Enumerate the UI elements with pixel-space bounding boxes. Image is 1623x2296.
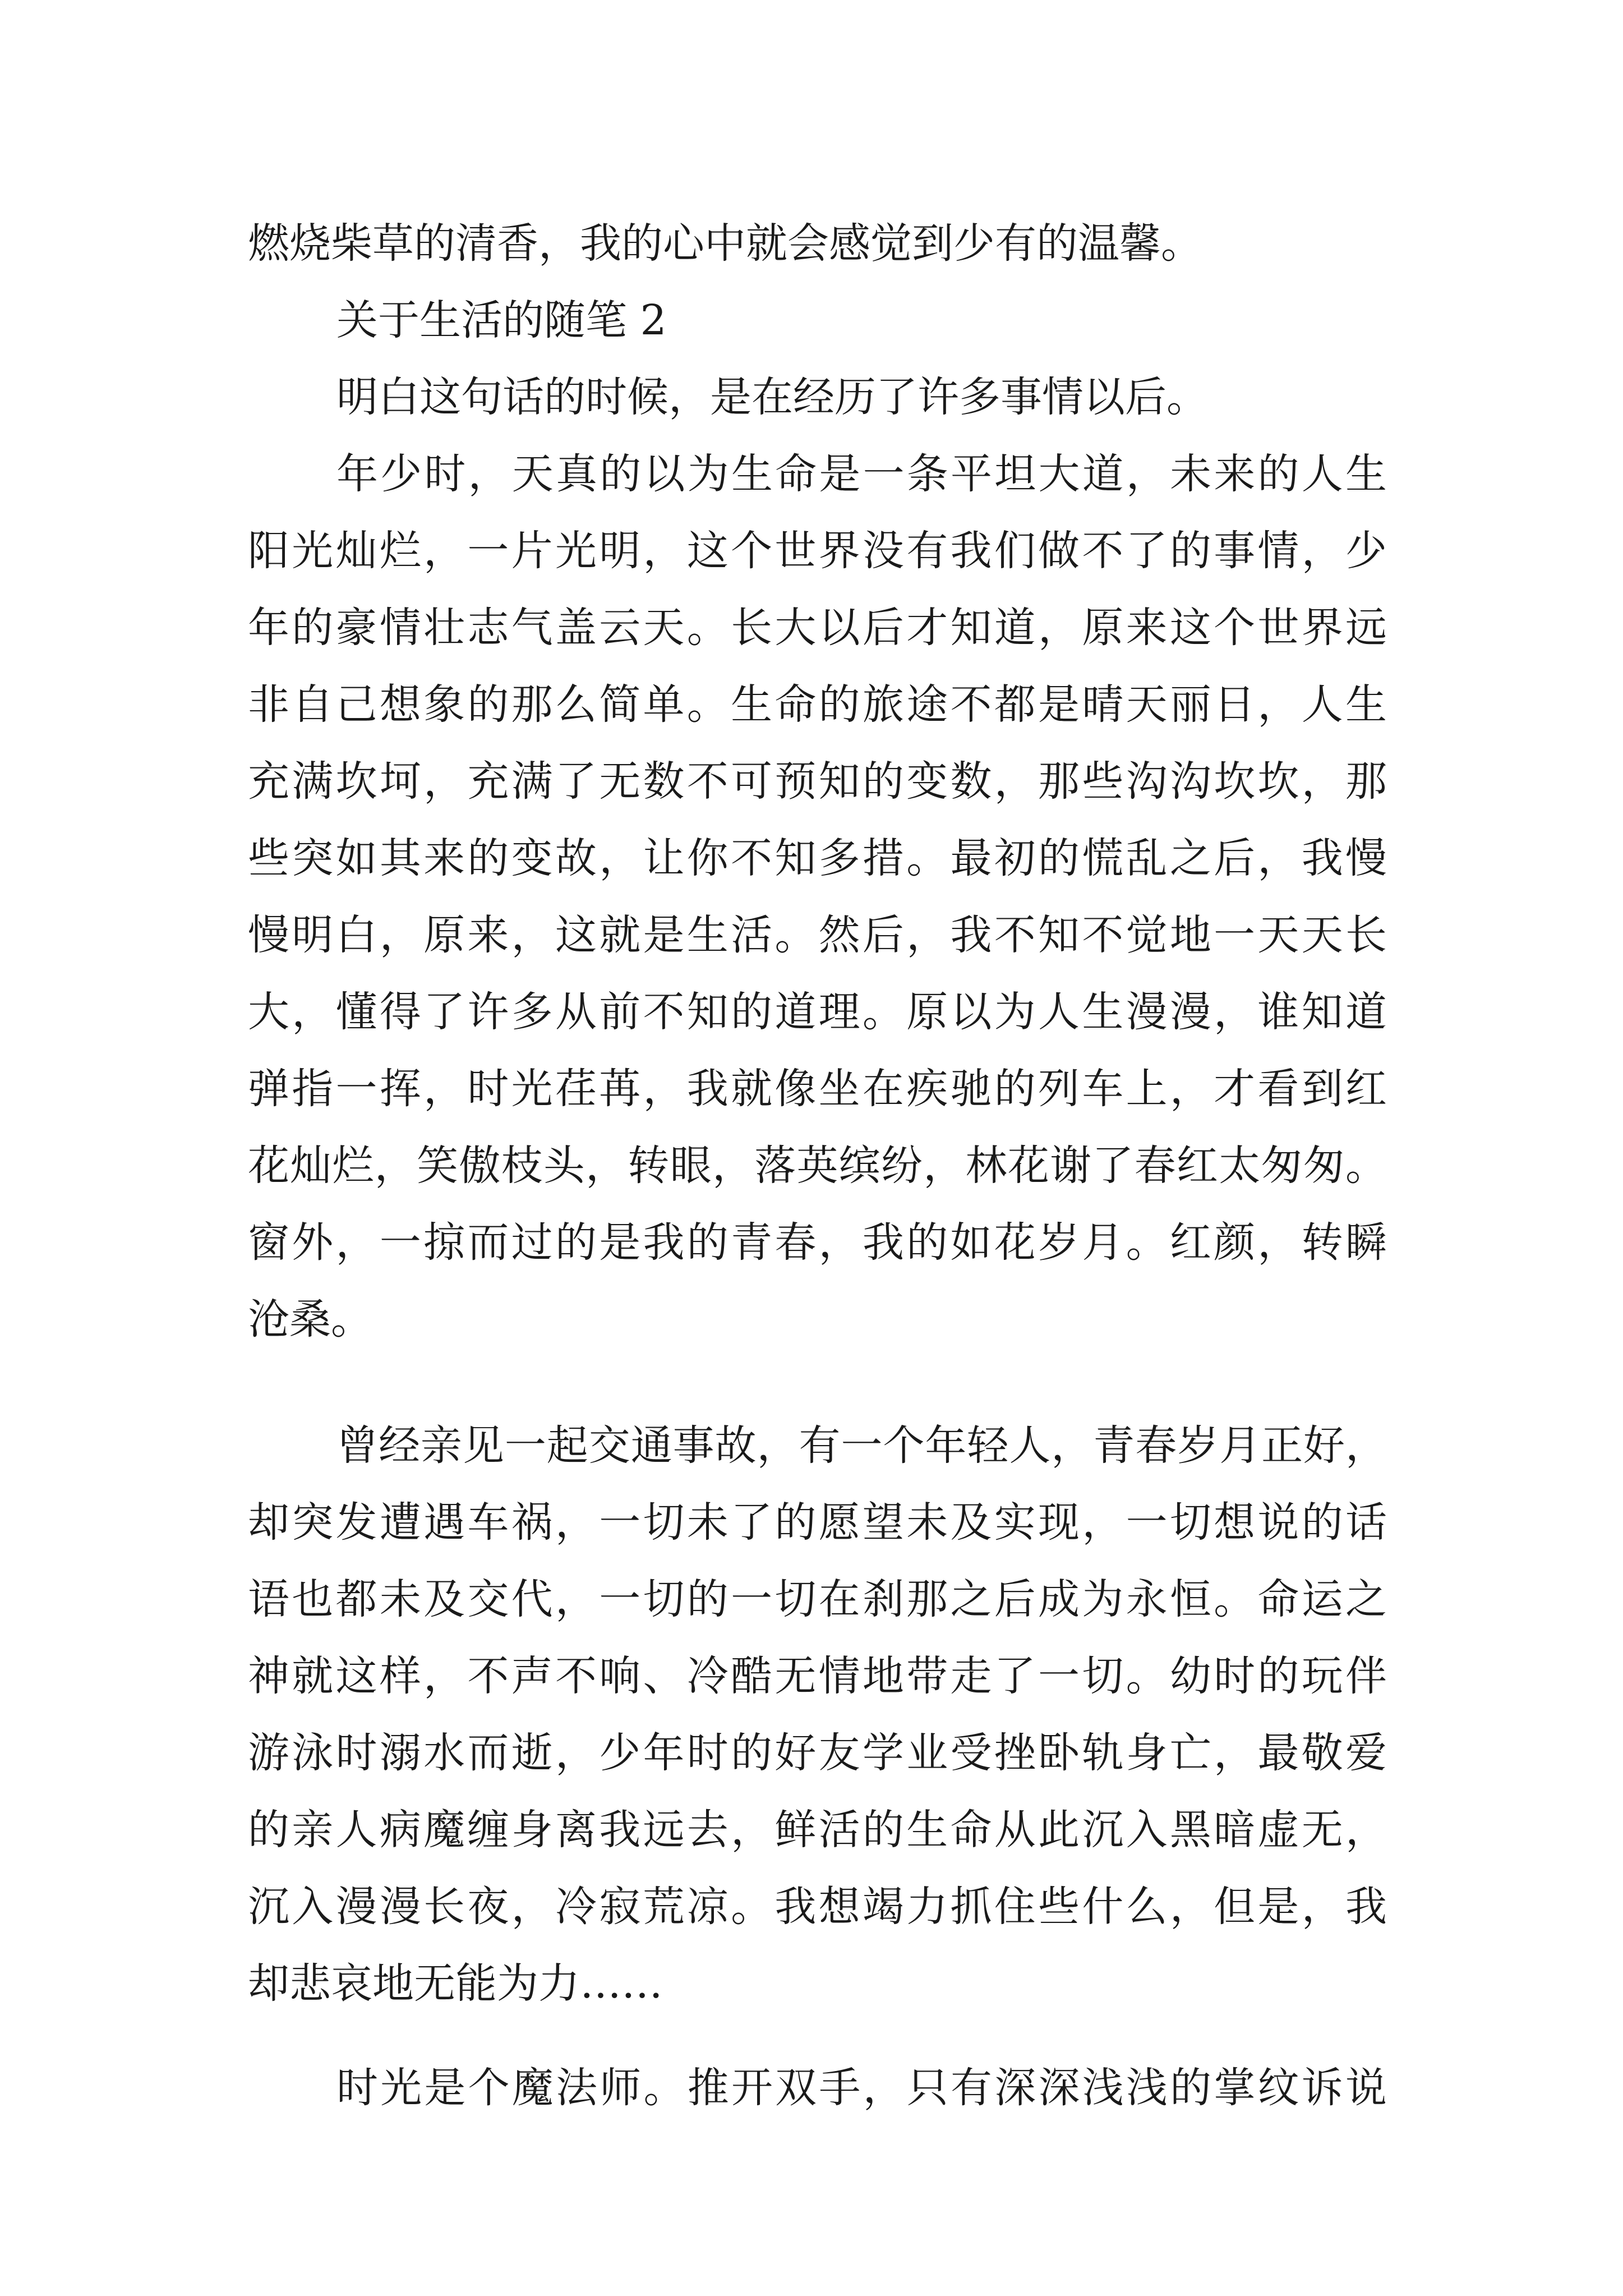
- paragraph-line: 明白这句话的时候，是在经历了许多事情以后。: [336, 373, 1208, 421]
- paragraph: [248, 1407, 1387, 2022]
- paragraph-line: 时光是个魔法师。推开双手，只有深深浅浅的掌纹诉说: [336, 2064, 1387, 2112]
- paragraph-line: 年少时，天真的以为生命是一条平坦大道，未来的人生: [336, 450, 1387, 498]
- paragraph-line: 游泳时溺水而逝，少年时的好友学业受挫卧轨身亡，最敬爱: [248, 1729, 1387, 1777]
- paragraph-line: 弹指一挥，时光荏苒，我就像坐在疾驰的列车上，才看到红: [248, 1065, 1387, 1113]
- paragraph-line: 沧桑。: [248, 1295, 372, 1343]
- paragraph-line: 充满坎坷，充满了无数不可预知的变数，那些沟沟坎坎，那: [248, 757, 1387, 806]
- paragraph-line: 大，懂得了许多从前不知的道理。原以为人生漫漫，谁知道: [248, 988, 1387, 1036]
- section-heading-text: 关于生活的随笔 2: [336, 296, 667, 344]
- paragraph-line: 花灿烂，笑傲枝头，转眼，落英缤纷，林花谢了春红太匆匆。: [248, 1142, 1387, 1190]
- paragraph-line: 神就这样，不声不响、冷酷无情地带走了一切。幼时的玩伴: [248, 1652, 1387, 1700]
- paragraph-line: 语也都未及交代，一切的一切在刹那之后成为永恒。命运之: [248, 1575, 1387, 1623]
- paragraph-line: 窗外，一掠而过的是我的青春，我的如花岁月。红颜，转瞬: [248, 1218, 1387, 1267]
- paragraph-line: 却悲哀地无能为力……: [248, 1959, 663, 2008]
- paragraph-line: 的亲人病魔缠身离我远去，鲜活的生命从此沉入黑暗虚无，: [248, 1806, 1387, 1854]
- paragraph-line: 些突如其来的变故，让你不知多措。最初的慌乱之后，我慢: [248, 834, 1387, 882]
- paragraph-line: 曾经亲见一起交通事故，有一个年轻人，青春岁月正好，: [336, 1421, 1387, 1470]
- paragraph: [248, 2050, 1387, 2127]
- section-heading: [248, 282, 1387, 359]
- paragraph-line: 非自己想象的那么简单。生命的旅途不都是晴天丽日，人生: [248, 680, 1387, 729]
- paragraph-line: 却突发遭遇车祸，一切未了的愿望未及实现，一切想说的话: [248, 1498, 1387, 1547]
- paragraph-line: 阳光灿烂，一片光明，这个世界没有我们做不了的事情，少: [248, 527, 1387, 575]
- paragraph-line: 燃烧柴草的清香，我的心中就会感觉到少有的温馨。: [248, 219, 1202, 268]
- paragraph-line: 年的豪情壮志气盖云天。长大以后才知道，原来这个世界远: [248, 604, 1387, 652]
- paragraph: [248, 436, 1387, 1358]
- paragraph: [248, 359, 1387, 436]
- paragraph-line: 沉入漫漫长夜，冷寂荒凉。我想竭力抓住些什么，但是，我: [248, 1883, 1387, 1931]
- body-text: [248, 205, 1387, 2127]
- carryover-paragraph: [248, 205, 1387, 282]
- paragraph-line: 慢明白，原来，这就是生活。然后，我不知不觉地一天天长: [248, 911, 1387, 959]
